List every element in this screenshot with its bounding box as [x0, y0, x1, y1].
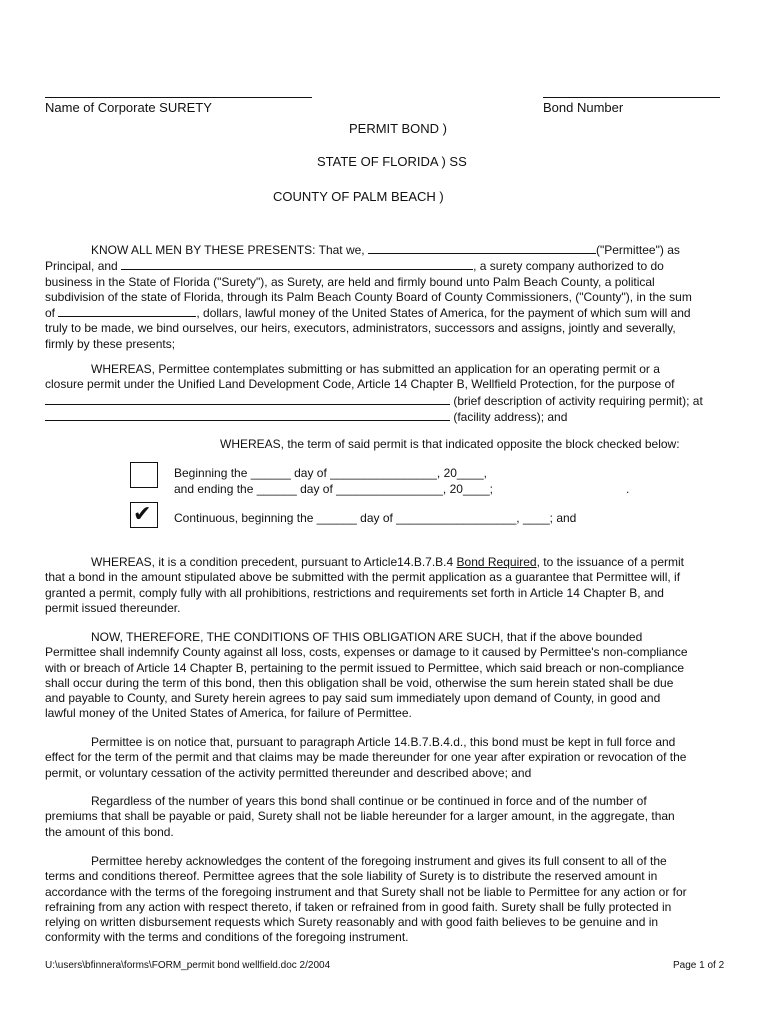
- surety-signature-line: [45, 97, 312, 98]
- title-county: COUNTY OF PALM BEACH ): [273, 189, 444, 204]
- text: accordance with the terms of the foregoing instrument and that Surety shall not be liable to Permittee for any action or for: [45, 884, 687, 899]
- text: Regardless of the number of years this bond shall continue or be continued in force and of the number of: [91, 794, 647, 808]
- conditions-paragraph: [45, 630, 725, 722]
- text: the amount of this bond.: [45, 824, 174, 839]
- text: (brief description of activity requiring permit); at: [453, 393, 703, 408]
- text: Permittee shall indemnify County against all loss, costs, expenses or damage to it caused by Permittee's non-compliance: [45, 645, 688, 660]
- text: and payable to County, and Surety herein agrees to pay said sum immediately upon demand of County, in good and: [45, 691, 661, 706]
- term-fixed-checkbox[interactable]: [130, 462, 158, 488]
- text: with or breach of Article 14 Chapter B, pertaining to the permit issued to Permittee, which said breach or non-compliance: [45, 660, 684, 675]
- term-paragraph: WHEREAS, the term of said permit is that indicated opposite the block checked below:: [220, 437, 680, 451]
- sum-blank: [58, 305, 196, 317]
- bond-number-line: [543, 97, 720, 98]
- footer-file-path: U:\users\bfinnera\forms\FORM_permit bond wellfield.doc 2/2004: [45, 960, 331, 971]
- text: WHEREAS, it is a condition precedent, pursuant to Article14.B.7.B.4: [91, 555, 454, 569]
- bond-number-label: Bond Number: [543, 100, 624, 115]
- term-continuous-label: Continuous, beginning the ______ day of __________________, ____; and: [174, 511, 577, 525]
- title-state: STATE OF FLORIDA ) SS: [317, 154, 467, 169]
- know-all-men-paragraph: [45, 242, 725, 352]
- text: ("Permittee") as: [596, 243, 680, 257]
- text: (facility address); and: [453, 409, 568, 424]
- condition-precedent-paragraph: [45, 555, 725, 616]
- text: granted a permit, comply fully with all prohibitions, restrictions and requirements set forth in Article 14 Chapter B, and: [45, 585, 664, 600]
- footer-page-number: Page 1 of 2: [673, 960, 725, 971]
- bond-required-link-text: Bond Required: [456, 555, 537, 569]
- text: WHEREAS, Permittee contemplates submitting or has submitted an application for an operating permit or a: [91, 362, 660, 376]
- text: shall occur during the term of this bond, then this obligation shall be void, otherwise the sum herein stated shall be due: [45, 675, 674, 690]
- surety-name-blank: [121, 258, 473, 270]
- text: permit issued thereunder.: [45, 600, 181, 615]
- text: truly to be made, we bind ourselves, our heirs, executors, administrators, successors and assigns, jointly and severally,: [45, 321, 676, 336]
- text: subdivision of the state of Florida, through its Palm Beach County Board of County Commissioners, ("County"), in the sum: [45, 289, 692, 304]
- term-fixed-line2: and ending the ______ day of ________________, 20____;: [174, 482, 493, 496]
- text: relying on written disbursement requests which Surety reasonably and with good faith believes to be genuine and in: [45, 915, 659, 930]
- title-permit-bond: PERMIT BOND ): [349, 121, 447, 136]
- text: , to the issuance of a permit: [536, 555, 685, 569]
- term-fixed-dot: .: [626, 482, 630, 496]
- whereas-permit-paragraph: [45, 362, 725, 425]
- term-fixed-line1: Beginning the ______ day of ________________, 20____,: [174, 466, 487, 480]
- text: premiums that shall be payable or paid, Surety shall not be liable hereunder for a larger amount, in the aggregate, than: [45, 809, 675, 824]
- text: effect for the term of the permit and that claims may be made thereunder for one year after expiration or revocation of the: [45, 750, 687, 765]
- text: NOW, THEREFORE, THE CONDITIONS OF THIS OBLIGATION ARE SUCH, that if the above bounded: [91, 630, 643, 644]
- acknowledgment-paragraph: [45, 854, 725, 946]
- text: Permittee is on notice that, pursuant to paragraph Article 14.B.7.B.4.d., this bond must be kept in full force and: [91, 735, 676, 749]
- text: terms and conditions thereof. Permittee agrees that the sole liability of Surety is to distribute the reserved amount in: [45, 869, 658, 884]
- activity-description-blank: [45, 393, 450, 405]
- surety-label: Name of Corporate SURETY: [45, 100, 212, 115]
- text: of: [45, 306, 56, 321]
- text: Principal, and: [45, 259, 118, 274]
- notice-paragraph: [45, 735, 725, 781]
- text: refraining from any action with respect thereto, if taken or refrained from in good faith. Surety shall be fully protected in: [45, 899, 672, 914]
- text: conformity with the terms and conditions of the foregoing instrument.: [45, 930, 409, 945]
- check-mark-icon: ✔: [133, 501, 152, 526]
- text: lawful money of the United States of America, for failure of Permittee.: [45, 706, 412, 721]
- facility-address-blank: [45, 409, 450, 421]
- text: that a bond in the amount stipulated above be submitted with the permit application as a guarantee that Permittee will, if: [45, 570, 681, 585]
- text: , a surety company authorized to do: [473, 259, 664, 274]
- text: , dollars, lawful money of the United States of America, for the payment of which sum will and: [196, 306, 691, 321]
- text: KNOW ALL MEN BY THESE PRESENTS: That we,: [91, 243, 365, 257]
- text: business in the State of Florida ("Surety"), as Surety, are held and firmly bound unto Palm Beach County, a political: [45, 274, 655, 289]
- text: closure permit under the Unified Land Development Code, Article 14 Chapter B, Wellfield Protection, for the purpose of: [45, 377, 675, 392]
- text: permit, or voluntary cessation of the activity permitted thereunder and described above; and: [45, 765, 532, 780]
- liability-limit-paragraph: [45, 794, 725, 840]
- term-continuous-checkbox[interactable]: [130, 502, 158, 528]
- text: Permittee hereby acknowledges the content of the foregoing instrument and gives its full consent to all of the: [91, 854, 667, 868]
- permittee-name-blank: [368, 242, 596, 254]
- text: firmly by these presents;: [45, 336, 176, 351]
